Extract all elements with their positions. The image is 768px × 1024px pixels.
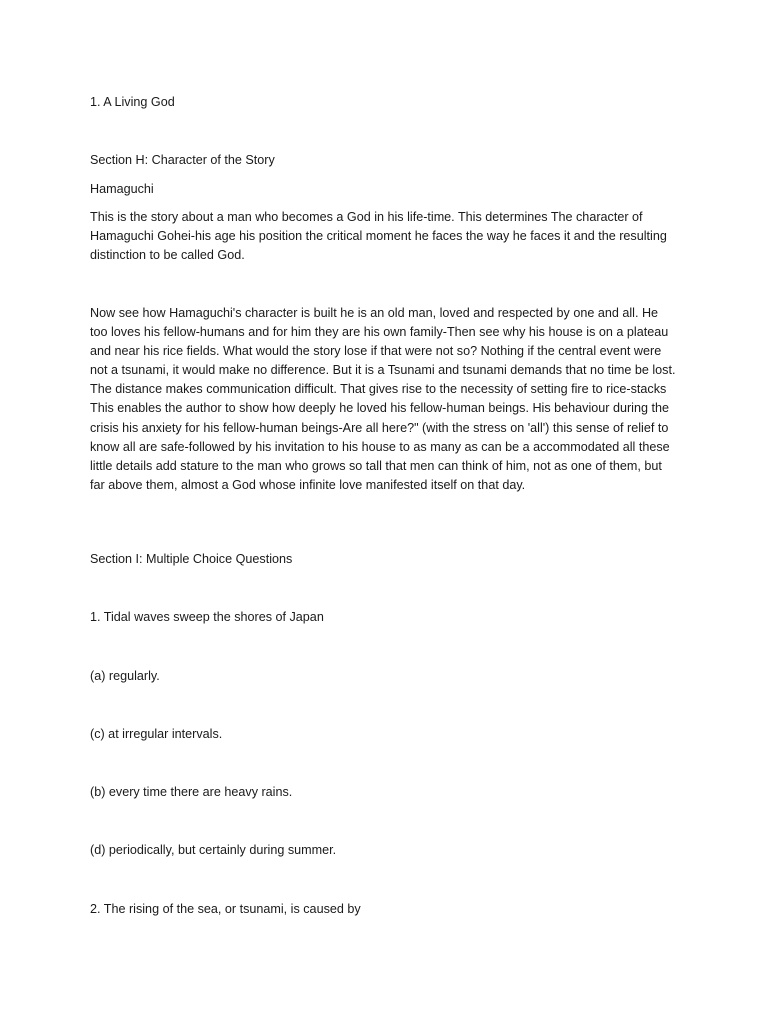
character-paragraph-1: This is the story about a man who becomes a God in his life-time. This determines The character of Hamaguchi Gohei-his age his position the critical moment he faces the way he faces it and the resulting distinction to be called God.	[90, 210, 667, 263]
question-1-option-c: (c) at irregular intervals.	[90, 727, 223, 741]
section-h-title: Section H: Character of the Story	[90, 153, 275, 167]
question-1-option-b: (b) every time there are heavy rains.	[90, 785, 293, 799]
subject-name: Hamaguchi	[90, 182, 154, 196]
document-heading: 1. A Living God	[90, 95, 175, 109]
question-1-option-d: (d) periodically, but certainly during summer.	[90, 843, 337, 857]
question-1-option-a: (a) regularly.	[90, 669, 160, 683]
section-i-title: Section I: Multiple Choice Questions	[90, 552, 293, 566]
question-1: 1. Tidal waves sweep the shores of Japan	[90, 610, 324, 624]
question-2: 2. The rising of the sea, or tsunami, is caused by	[90, 902, 361, 916]
character-paragraph-2: Now see how Hamaguchi's character is built he is an old man, loved and respected by one and all. He too loves his fellow-humans and for him they are his own family-Then see why his house is on a plateau and near his rice fields. What would the story lose if that were not so? Nothing if the central event were not a tsunami, it would make no difference. But it is a Tsunami and tsunami demands that no time be lost. The distance makes communication difficult. That gives rise to the necessity of setting fire to rice-stacks This enables the author to show how deeply he loved his fellow-human beings. His behaviour during the crisis his anxiety for his fellow-human beings-Are all here?" (with the stress on 'all') this sense of relief to know all are safe-followed by his invitation to his house to as many as can be a accommodated all these little details add stature to the man who grows so tall that men can think of him, not as one of them, but far above them, almost a God whose infinite love manifested itself on that day.	[90, 306, 676, 492]
